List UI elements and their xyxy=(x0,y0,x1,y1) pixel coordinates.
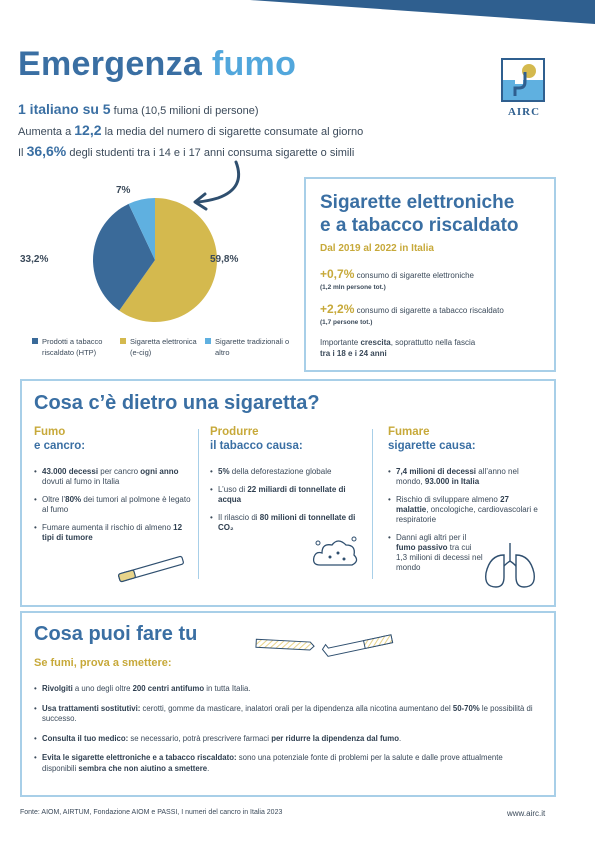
growth-post: , soprattutto nella fascia xyxy=(390,338,476,347)
bold-text: 5% xyxy=(218,467,230,476)
actions-title: Cosa puoi fare tu xyxy=(34,623,198,645)
broken-cigarette-icon xyxy=(252,627,402,663)
bold-text: sembra che non aiutino a smettere xyxy=(78,763,208,773)
pie-label-traditional: 7% xyxy=(116,185,131,196)
text: . xyxy=(207,763,210,773)
actions-subtitle: Se fumi, prova a smettere: xyxy=(34,657,172,669)
ecig-subtitle: Dal 2019 al 2022 in Italia xyxy=(320,243,434,254)
list-item xyxy=(388,467,538,487)
col-head-line2: e cancro: xyxy=(34,440,86,452)
pie-label-ecig: 59,8% xyxy=(210,254,239,265)
ecig-title-line1: Sigarette elettroniche xyxy=(320,192,515,213)
text: tra cui 1,3 milioni di decessi nel mondo xyxy=(396,543,483,572)
text: Rischio di sviluppare almeno xyxy=(396,495,501,504)
smoke-cloud-icon xyxy=(310,533,360,573)
text: Oltre l’ xyxy=(42,495,66,504)
text: Danni agli altri per il xyxy=(396,533,467,542)
list-item xyxy=(210,467,360,477)
col-head-line2: sigarette causa: xyxy=(388,440,476,452)
ecig-pct: +2,2% xyxy=(320,302,355,316)
title-accent: fumo xyxy=(211,45,297,83)
bold-text: 80% xyxy=(65,495,82,504)
ecig-box xyxy=(304,177,556,372)
list-item xyxy=(34,523,194,543)
col-head-cancer xyxy=(34,425,85,453)
growth-pre: Importante xyxy=(320,338,359,347)
legend-swatch xyxy=(120,338,126,344)
airc-logo-icon[interactable] xyxy=(501,58,545,102)
bold-text: fumo passivo xyxy=(396,543,448,552)
bold-text: Usa trattamenti sostitutivi: xyxy=(42,703,141,713)
footer-source: Fonte: AIOM, AIRTUM, Fondazione AIOM e PASSI, I numeri del cancro in Italia 2023 xyxy=(20,809,283,816)
actions-box xyxy=(20,611,556,797)
bold-text: Rivolgiti xyxy=(42,684,73,693)
text: della deforestazione globale xyxy=(229,467,332,476)
pie-chart xyxy=(20,165,300,365)
bold-text: 22 miliardi di tonnellate di acqua xyxy=(218,485,346,504)
list-production xyxy=(210,467,360,541)
stat-text: la media del numero di sigarette consumate al giorno xyxy=(104,126,364,138)
text: dovuti al fumo in Italia xyxy=(42,477,120,486)
list-item xyxy=(388,533,483,573)
footer-site-link[interactable]: www.airc.it xyxy=(507,809,546,818)
stat-students xyxy=(18,143,354,159)
bold-text: 50-70% xyxy=(452,703,480,713)
text: , oncologiche, cardiovascolari e respiratorie xyxy=(396,505,538,524)
stat-cigarettes xyxy=(18,122,363,138)
bold-text: 93.000 in Italia xyxy=(424,477,480,486)
behind-box xyxy=(20,379,556,607)
cigarette-icon xyxy=(114,555,189,583)
col-head-production xyxy=(210,425,303,453)
column-divider xyxy=(198,429,199,579)
text: . xyxy=(399,733,402,743)
list-item xyxy=(210,485,360,505)
behind-title: Cosa c’è dietro una sigaretta? xyxy=(34,392,320,414)
stat-strong: 12,2 xyxy=(74,122,102,138)
stat-text: degli studenti tra i 14 e i 17 anni consuma sigarette o simili xyxy=(69,147,355,159)
stat-pre: Il xyxy=(18,147,24,159)
ecig-pct: +0,7% xyxy=(320,267,355,281)
bold-text: ogni anno xyxy=(140,467,179,476)
column-divider xyxy=(372,429,373,579)
actions-list xyxy=(34,684,539,783)
text: dei tumori al polmone è legato al fumo xyxy=(42,495,191,514)
growth-bold: crescita xyxy=(360,338,391,347)
ecig-note: (1,2 mln persone tot.) xyxy=(320,284,386,291)
legend-label: Sigaretta elettronica (e-cig) xyxy=(130,337,197,357)
col-head-line1: Produrre xyxy=(210,426,259,438)
col-head-line2: il tabacco causa: xyxy=(210,440,303,452)
col-head-line1: Fumo xyxy=(34,426,66,438)
col-head-line1: Fumare xyxy=(388,426,430,438)
list-item xyxy=(34,753,539,774)
text: sono una potenziale fonte di problemi per la salute e dalle prove attualmente disponibili xyxy=(42,753,503,773)
list-item xyxy=(34,684,539,695)
title-main: Emergenza xyxy=(18,45,203,83)
text: L’uso di xyxy=(218,485,248,494)
ecig-row-htp xyxy=(320,302,550,326)
ecig-text: consumo di sigarette a tabacco riscaldato xyxy=(356,306,504,315)
pie-svg xyxy=(20,165,300,335)
bold-text: 27 malattie xyxy=(396,495,509,514)
bold-text: 12 tipi di tumore xyxy=(42,523,183,542)
list-cancer xyxy=(34,467,194,551)
ecig-note: (1,7 persone tot.) xyxy=(320,319,373,326)
bold-text: 80 milioni di tonnellate di CO₂ xyxy=(218,513,356,532)
bold-text: 43.000 decessi xyxy=(42,467,99,476)
col-head-smoking xyxy=(388,425,476,453)
corner-decoration xyxy=(250,0,595,24)
legend-swatch xyxy=(32,338,38,344)
text: Fumare aumenta il rischio di almeno xyxy=(42,523,174,532)
ecig-title xyxy=(320,191,519,237)
bold-text: Consulta il tuo medico: xyxy=(42,733,129,743)
stat-strong: 36,6% xyxy=(26,143,67,159)
list-item xyxy=(210,513,360,533)
text: le possibilità di successo. xyxy=(42,703,533,723)
bold-text: per ridurre la dipendenza dal fumo xyxy=(271,733,400,743)
list-item xyxy=(388,495,538,525)
pie-label-htp: 33,2% xyxy=(20,254,49,265)
text: se necessario, potrà prescrivere farmaci xyxy=(128,733,272,743)
ecig-row-ecig xyxy=(320,267,550,291)
bold-text: Evita le sigarette elettroniche e a tabacco riscaldato: xyxy=(42,753,237,762)
text: per cancro xyxy=(98,467,141,476)
bold-text: 200 centri antifumo xyxy=(132,684,205,693)
ecig-growth xyxy=(320,337,550,359)
ecig-title-line2: e a tabacco riscaldato xyxy=(320,215,519,236)
list-item xyxy=(34,734,539,745)
text: a uno degli oltre xyxy=(72,684,133,693)
ecig-text: consumo di sigarette elettroniche xyxy=(356,271,474,280)
text: all’anno nel mondo, xyxy=(396,467,519,486)
stat-smokers xyxy=(18,101,259,117)
page-title xyxy=(18,45,296,84)
legend-swatch xyxy=(205,338,211,344)
text: cerotti, gomme da masticare, inalatori orali per la dipendenza alla nicotina aumentano del xyxy=(140,703,453,713)
list-item xyxy=(34,467,194,487)
legend-label: Prodotti a tabacco riscaldato (HTP) xyxy=(42,337,103,357)
list-item xyxy=(34,495,194,515)
growth-age: tra i 18 e i 24 anni xyxy=(320,349,387,358)
bold-text: 7,4 milioni di decessi xyxy=(396,467,477,476)
logo-text: AIRC xyxy=(507,106,541,118)
text: Il rilascio di xyxy=(218,513,260,522)
text: in tutta Italia. xyxy=(204,684,251,693)
lungs-icon xyxy=(482,541,538,591)
stat-text: fuma (10,5 milioni di persone) xyxy=(113,105,259,117)
stat-pre: Aumenta a xyxy=(18,126,72,138)
list-item xyxy=(34,704,539,725)
legend-label: Sigarette tradizionali o altro xyxy=(215,337,290,357)
stat-strong: 1 italiano su 5 xyxy=(18,101,111,117)
